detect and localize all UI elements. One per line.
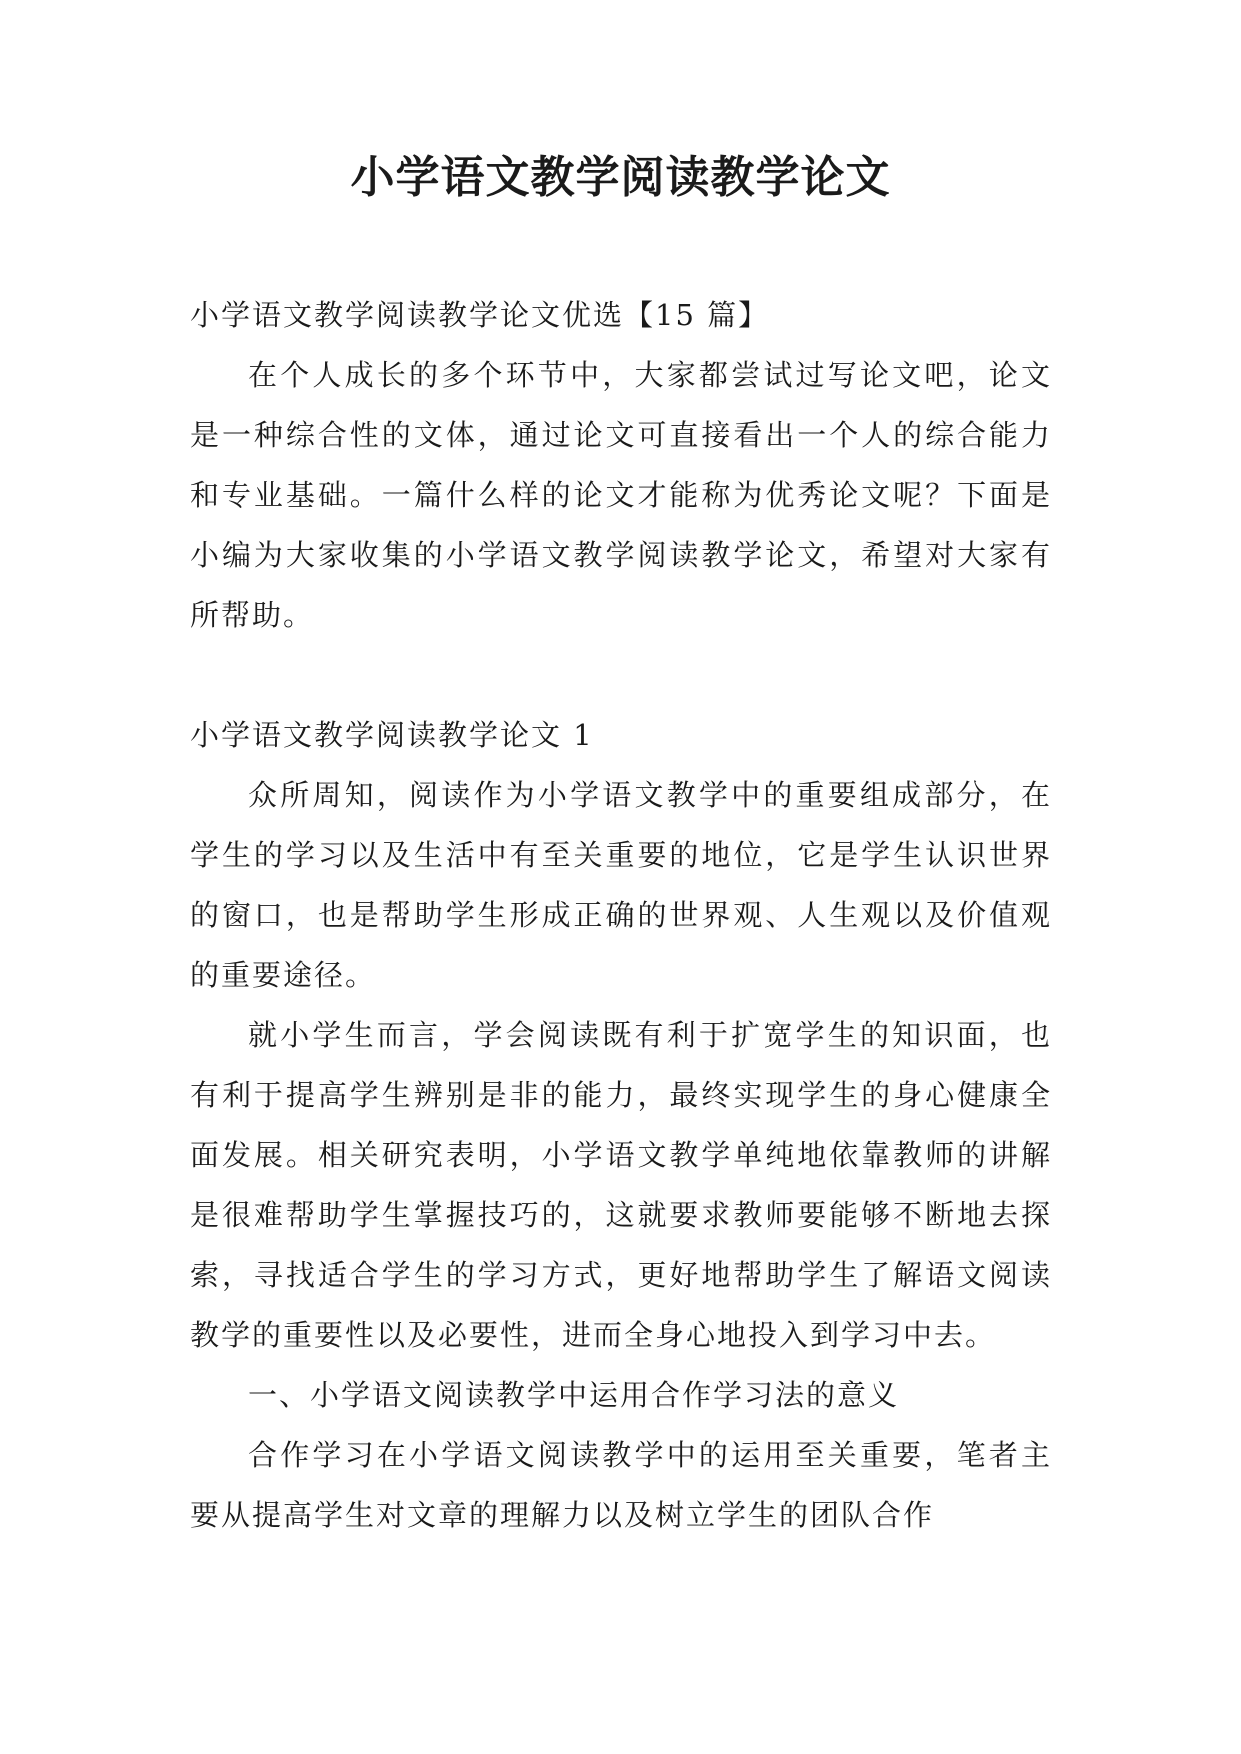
section-spacer — [190, 645, 1052, 705]
document-body — [190, 285, 1052, 1545]
body-paragraph: 合作学习在小学语文阅读教学中的运用至关重要，笔者主要从提高学生对文章的理解力以及树立学生的团队合作 — [190, 1438, 1052, 1532]
body-paragraph: 众所周知，阅读作为小学语文教学中的重要组成部分，在学生的学习以及生活中有至关重要的地位，它是学生认识世界的窗口，也是帮助学生形成正确的世界观、人生观以及价值观的重要途径。 — [190, 778, 1052, 992]
document-subtitle: 小学语文教学阅读教学论文优选【15 篇】 — [190, 298, 770, 332]
document-title: 小学语文教学阅读教学论文 — [350, 152, 891, 203]
intro-paragraph: 在个人成长的多个环节中，大家都尝试过写论文吧，论文是一种综合性的文体，通过论文可直接看出一个人的综合能力和专业基础。一篇什么样的论文才能称为优秀论文呢？下面是小编为大家收集的小学语文教学阅读教学论文，希望对大家有所帮助。 — [190, 358, 1052, 632]
section-heading: 小学语文教学阅读教学论文 1 — [190, 718, 594, 752]
subsection-heading: 一、小学语文阅读教学中运用合作学习法的意义 — [248, 1378, 900, 1412]
body-paragraph: 就小学生而言，学会阅读既有利于扩宽学生的知识面，也有利于提高学生辨别是非的能力，最终实现学生的身心健康全面发展。相关研究表明，小学语文教学单纯地依靠教师的讲解是很难帮助学生掌握技巧的，这就要求教师要能够不断地去探索，寻找适合学生的学习方式，更好地帮助学生了解语文阅读教学的重要性以及必要性，进而全身心地投入到学习中去。 — [190, 1018, 1052, 1352]
